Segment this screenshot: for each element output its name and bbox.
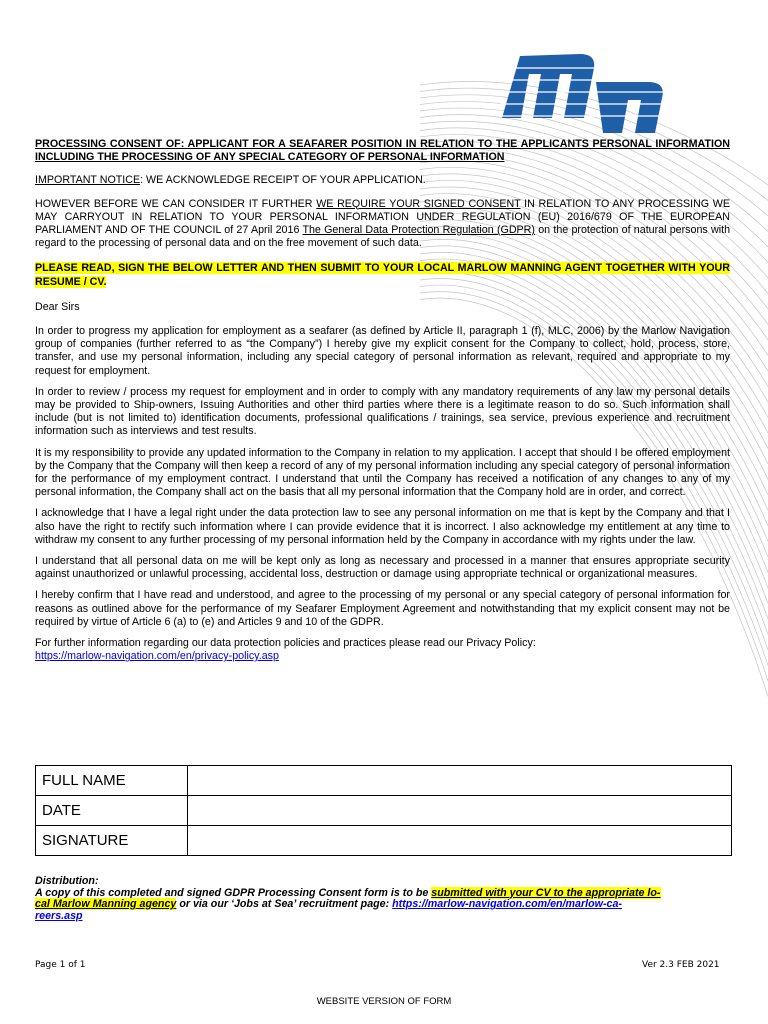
document-body	[35, 138, 730, 664]
instruction	[35, 262, 730, 288]
careers-link-part-1[interactable]: https://marlow-navigation.com/en/marlow-ca-	[392, 898, 622, 910]
paragraph-responsibility: It is my responsibility to provide any updated information to the Company in relation to my application. I accept that should I be offered employment by the Company that the Company will then keep a record of any of my personal information including any special category of personal information for the performance of my employment contract. I understand that until the Company has received a notification of any changes to any of my personal information, the Company shall act on the basis that all my personal information that the Company hold are in order, and correct.	[35, 446, 730, 499]
full-name-field[interactable]	[188, 766, 732, 796]
form-row-full-name	[36, 766, 732, 796]
consent-requirement	[35, 198, 730, 251]
paragraph-rights: I acknowledge that I have a legal right under the data protection law to see any personal information on me that is kept by the Company and that I also have the right to rectify such information where I can provide evidence that it is incorrect. I also acknowledge my entitlement at any time to withdraw my consent to any further processing of my personal information held by the Company in accordance with my rights under the law.	[35, 507, 730, 546]
date-field[interactable]	[188, 796, 732, 826]
paragraph-confirmation: I hereby confirm that I have read and understood, and agree to the processing of my personal or any special category of personal information for reasons as outlined above for the performance of my Seafarer Employment Agreement and notwithstanding that my explicit consent may not be required by virtue of Article 6 (a) to (e) and Articles 9 and 10 of the GDPR.	[35, 589, 730, 628]
distribution-text-2: or via our ‘Jobs at Sea’ recruitment page:	[176, 898, 393, 910]
signature-field[interactable]	[188, 826, 732, 856]
date-label: DATE	[36, 796, 188, 826]
paragraph-review: In order to review / process my request for employment and in order to comply with any mandatory requirements of any law my personal details may be provided to Ship-owners, Issuing Authorities and other third parties where there is a legitimate reason to do so. Such information shall include (but is not limited to) identification documents, professional qualifications / trainings, sea service, previous experience and recruitment information such as interviews and test results.	[35, 385, 730, 438]
version-label: Ver 2.3 FEB 2021	[642, 960, 720, 970]
salutation: Dear Sirs	[35, 300, 80, 313]
distribution-highlight-2: cal Marlow Manning agency	[35, 898, 177, 910]
gdpr-regulation-name: The General Data Protection Regulation (GDPR)	[302, 224, 535, 237]
signature-label: SIGNATURE	[36, 826, 188, 856]
distribution-note	[35, 876, 695, 922]
notice-label: IMPORTANT NOTICE	[35, 174, 141, 187]
title-line-2: INFORMATION INCLUDING THE PROCESSING OF ANY SPECIAL CATEGORY OF PERSONAL INFORMATION	[35, 138, 730, 164]
however-part-1: HOWEVER BEFORE WE CAN CONSIDER IT FURTHER	[35, 197, 317, 210]
paragraph-consent: In order to progress my application for employment as a seafarer (as defined by Article II, paragraph 1 (f), MLC, 2006) by the Marlow Navigation group of companies (further referred to as “the Company”) I hereby give my explicit consent for the Company to collect, hold, process, store, transfer, and use my personal information, including any special category of personal information as relevant, required and appropriate to my request for employment.	[35, 325, 730, 377]
website-version-label: WEBSITE VERSION OF FORM	[316, 996, 452, 1007]
paragraph-retention: I understand that all personal data on me will be kept only as long as necessary and processed in a manner that ensures appropriate security against unauthorized or unlawful processing, accidental loss, destruction or damage using appropriate technical or organizational measures.	[35, 555, 730, 581]
signature-form	[35, 765, 732, 856]
distribution-text-1: A copy of this completed and signed GDPR Processing Consent form is to be	[35, 886, 432, 899]
distribution-highlight-1: submitted with your CV to the appropriate lo-	[431, 886, 661, 899]
full-name-label: FULL NAME	[36, 766, 188, 796]
privacy-policy-note	[35, 637, 730, 663]
form-row-signature	[36, 826, 732, 856]
document-title	[35, 138, 730, 164]
title-line-1: PROCESSING CONSENT OF: APPLICANT FOR A SEAFARER POSITION IN RELATION TO THE APPLICANTS PERSONAL	[35, 138, 652, 150]
form-row-date	[36, 796, 732, 826]
privacy-policy-link[interactable]: https://marlow-navigation.com/en/privacy-policy.asp	[35, 650, 279, 663]
distribution-label: Distribution:	[35, 875, 99, 887]
instruction-text: PLEASE READ, SIGN THE BELOW LETTER AND THEN SUBMIT TO YOUR LOCAL MARLOW MANNING AGENT TOGETHER WITH YOUR RESUME / CV.	[35, 262, 730, 288]
page-number: Page 1 of 1	[35, 960, 86, 970]
privacy-text: For further information regarding our data protection policies and practices please read our Privacy Policy:	[35, 637, 536, 650]
however-part-2: IN RELATION TO ANY PROCESSING WE MAY CARRYOUT IN RELATION TO YOUR PERSONAL INFORMATION UNDER REGULATION (EU) 2016/679 OF THE EUROPEAN PARLIAMENT AND OF THE COUNCIL of 27 April 2016	[35, 197, 730, 237]
signed-consent-emphasis: WE REQUIRE YOUR SIGNED CONSENT	[316, 197, 521, 210]
important-notice	[35, 174, 730, 187]
careers-link-part-2[interactable]: reers.asp	[35, 909, 83, 922]
notice-text: : WE ACKNOWLEDGE RECEIPT OF YOUR APPLICATION.	[140, 174, 426, 187]
however-part-3: on the protection of natural persons with regard to the processing of personal data and on the free movement of such data.	[35, 224, 731, 250]
marlow-logo	[500, 48, 695, 138]
